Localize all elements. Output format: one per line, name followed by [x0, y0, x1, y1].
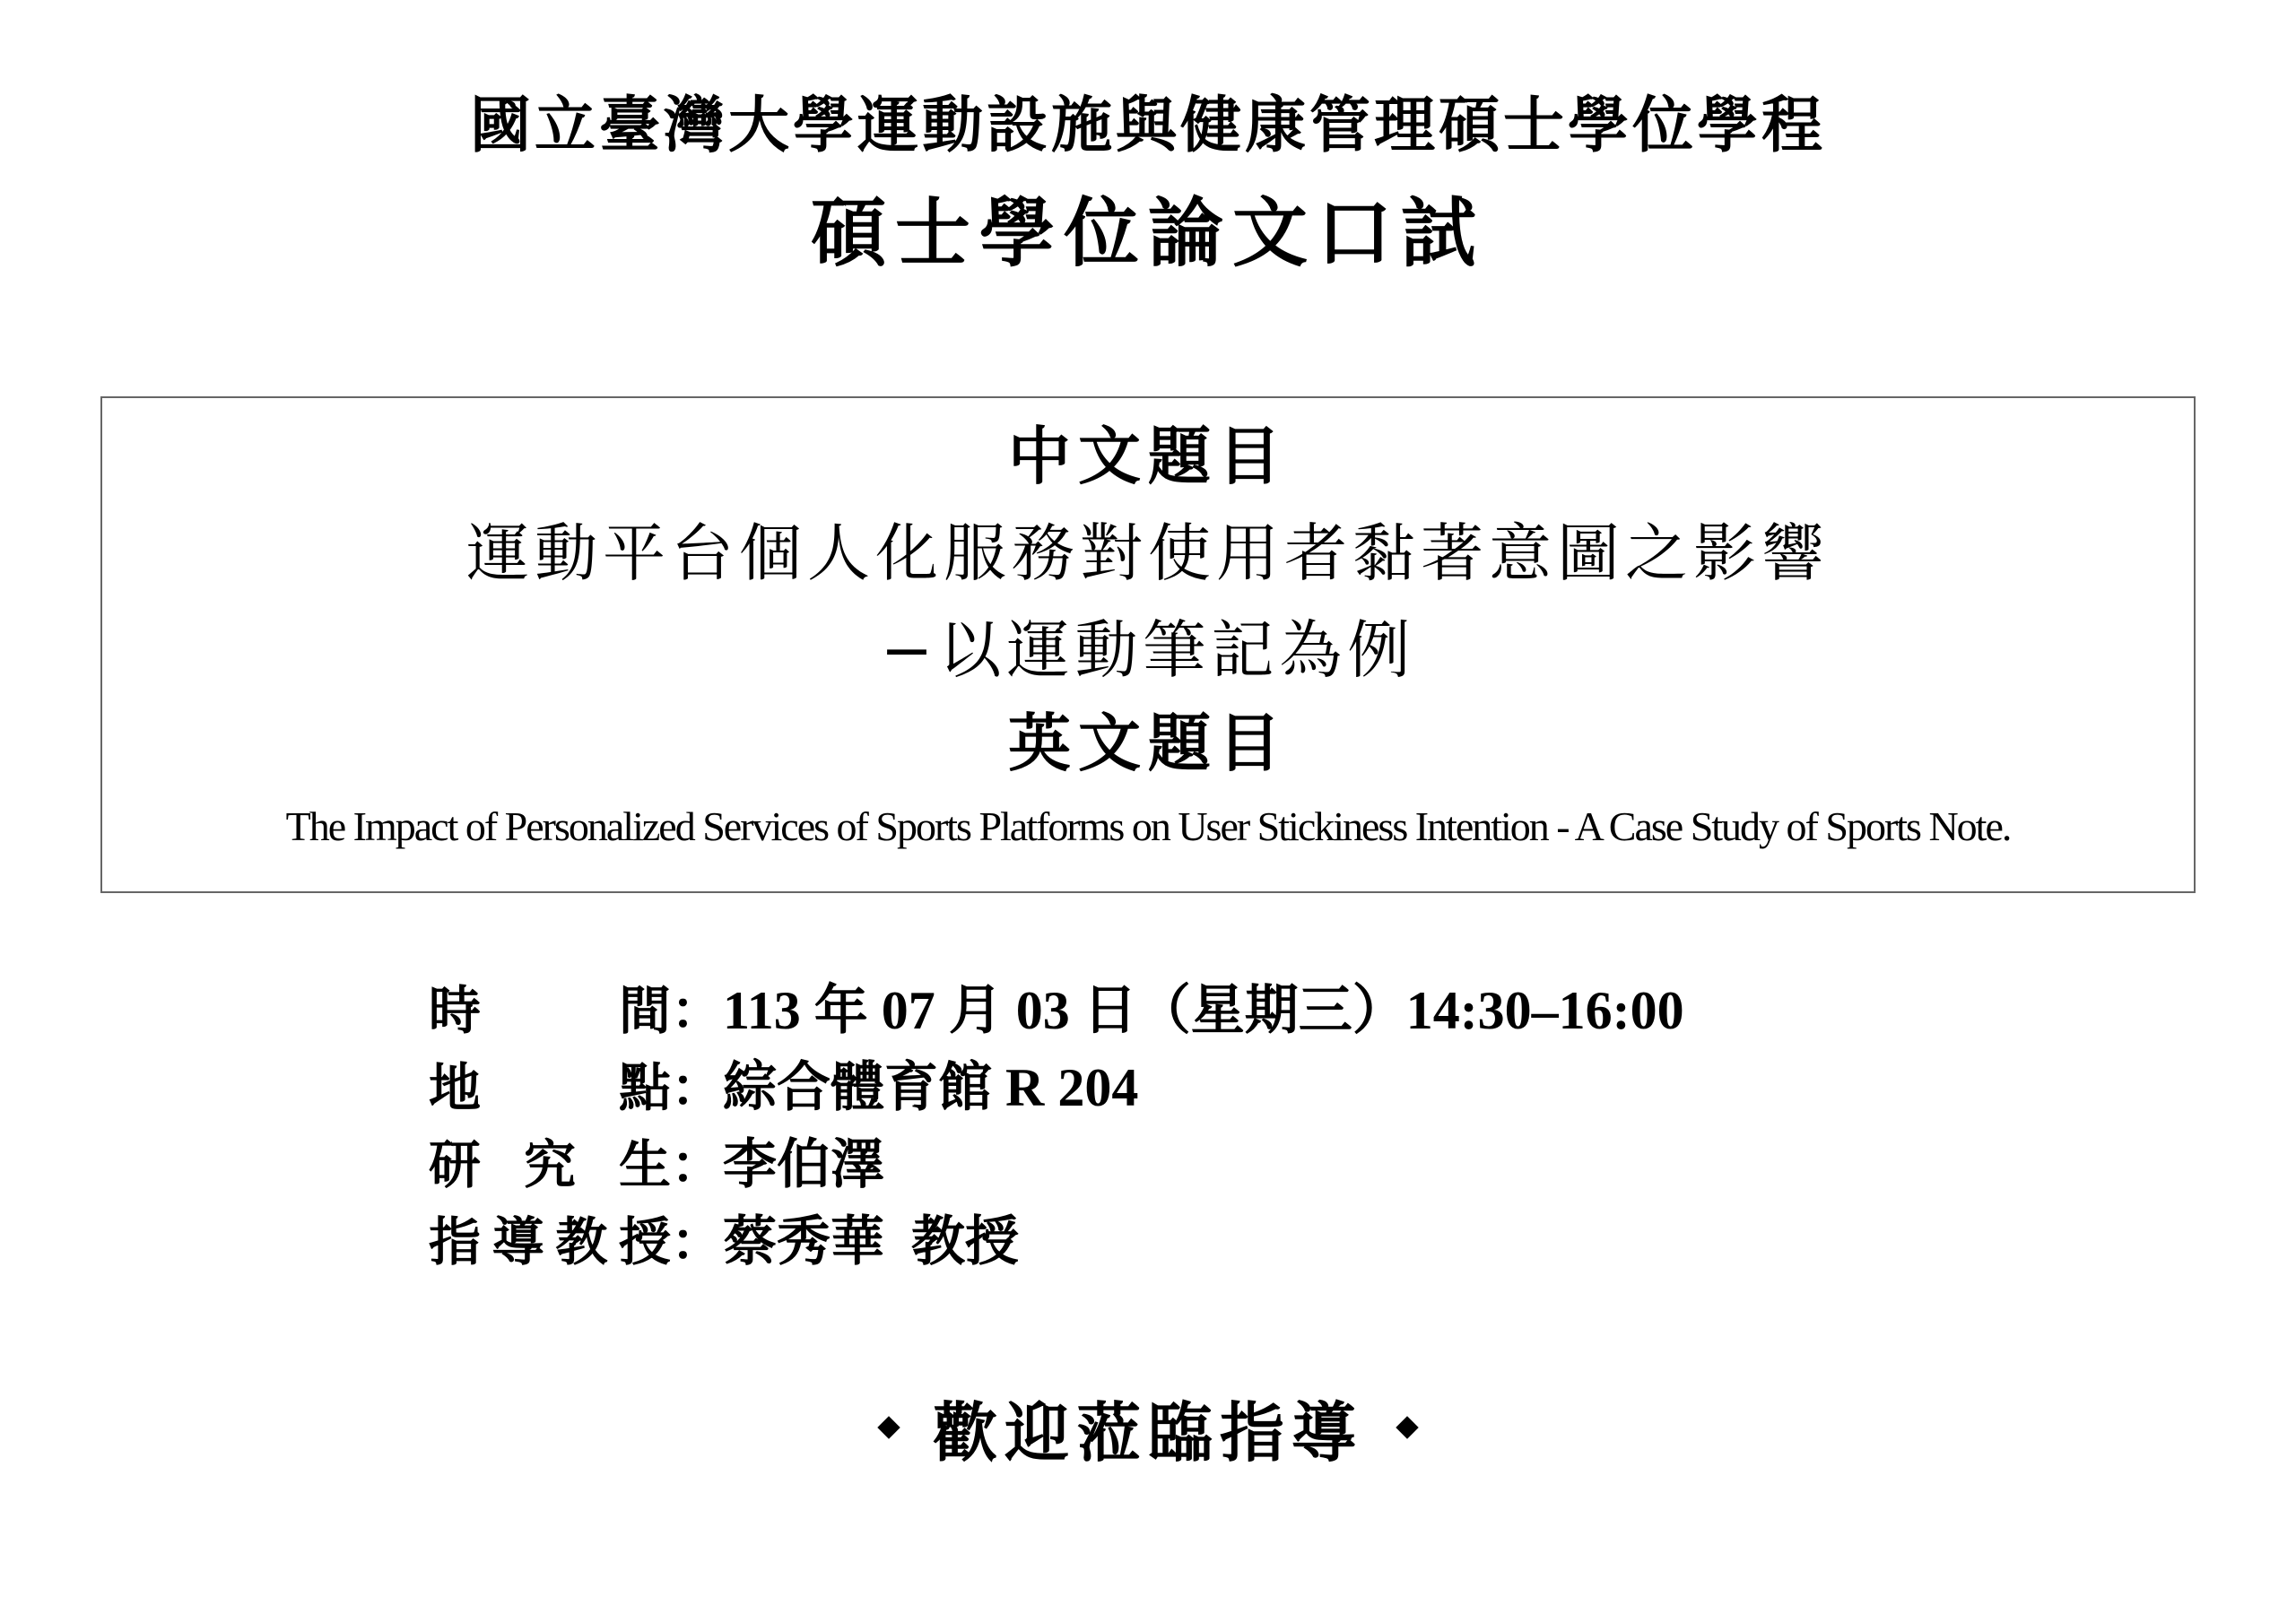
- info-value-location: 綜合體育館 R 204: [723, 1058, 1139, 1117]
- event-title: 碩士學位論文口試: [810, 188, 1485, 277]
- info-separator: ：: [671, 1057, 724, 1118]
- info-label-location: 地 點: [429, 1057, 671, 1118]
- info-row-student: [429, 1124, 884, 1196]
- info-value-advisor: 蔡秀華 教授: [723, 1212, 1019, 1271]
- thesis-title-box: [100, 396, 2196, 893]
- info-row-location: [429, 1047, 1138, 1119]
- info-value-student: 李伯澤: [723, 1135, 884, 1194]
- chinese-title-line-1: 運動平台個人化服務對使用者黏著意圖之影響: [466, 516, 1830, 590]
- info-separator: ：: [671, 1134, 724, 1195]
- english-title: The Impact of Personalized Services of Sports Platforms on User Stickiness Intention - A Case Study of Sports Note.: [285, 803, 2011, 849]
- info-value-time: 113 年 07 月 03 日（星期三）14:30–16:00: [723, 981, 1684, 1040]
- chinese-title-line-2: −以運動筆記為例: [880, 613, 1416, 687]
- info-row-advisor: [429, 1202, 1019, 1273]
- info-label-time: 時 間: [429, 980, 671, 1041]
- diamond-icon: [877, 1416, 900, 1438]
- welcome-line: [0, 1381, 2296, 1474]
- diamond-icon: [1396, 1416, 1418, 1438]
- info-label-advisor: 指 導 教 授: [429, 1211, 671, 1272]
- info-label-student: 研 究 生: [429, 1134, 671, 1195]
- welcome-text: 歡迎蒞臨指導: [932, 1394, 1363, 1471]
- info-separator: ：: [671, 980, 724, 1041]
- info-separator: ：: [671, 1211, 724, 1272]
- english-title-heading: 英文題目: [1008, 706, 1288, 780]
- program-name: 國立臺灣大學運動設施與健康管理碩士學位學程: [469, 90, 1826, 161]
- chinese-title-heading: 中文題目: [1008, 419, 1288, 493]
- info-row-time: [429, 970, 1684, 1042]
